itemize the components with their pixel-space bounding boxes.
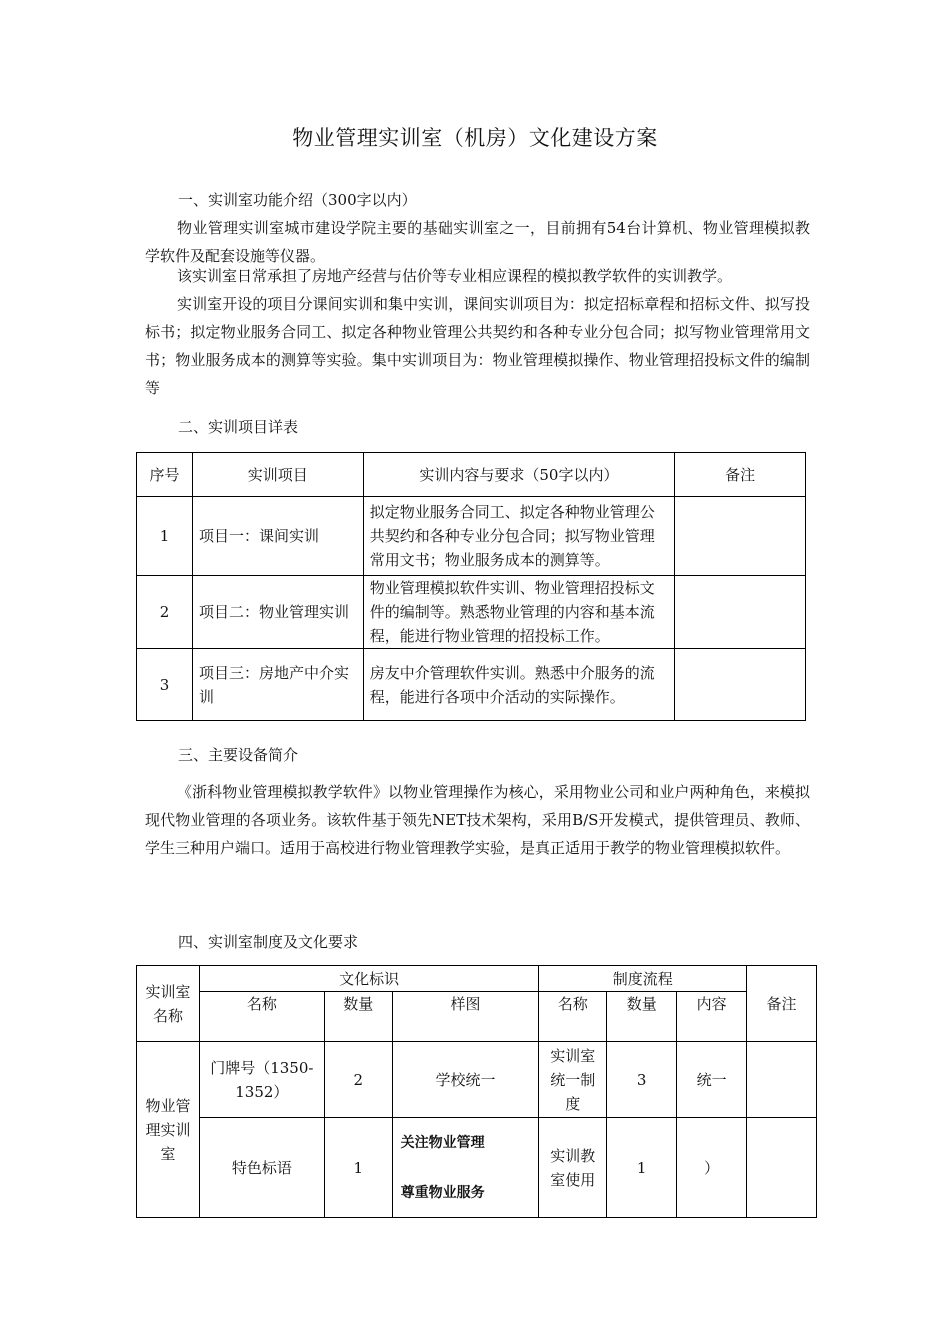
row-no: 1 <box>137 497 193 576</box>
row-content: 物业管理模拟软件实训、物业管理招投标文件的编制等。熟悉物业管理的内容和基本流程，能进行物业管理的招投标工作。 <box>363 576 674 649</box>
header-content: 实训内容与要求（50字以内） <box>363 453 674 497</box>
section3-paragraph: 《浙科物业管理模拟教学软件》以物业管理操作为核心，采用物业公司和业户两种角色，来模拟现代物业管理的各项业务。该软件基于领先NET技术架构，采用B/S开发模式，提供管理员、教师、学生三种用户端口。适用于高校进行物业管理教学实验，是真正适用于教学的物业管理模拟软件。 <box>145 783 810 857</box>
system-content: ） <box>677 1118 747 1218</box>
row-no: 2 <box>137 576 193 649</box>
header-room-name: 实训室名称 <box>137 966 200 1042</box>
table-row <box>137 576 806 649</box>
row-content: 拟定物业服务合同工、拟定各种物业管理公共契约和各种专业分包合同；拟写物业管理常用文书；物业服务成本的测算等。 <box>363 497 674 576</box>
row-content: 房友中介管理软件实训。熟悉中介服务的流程，能进行各项中介活动的实际操作。 <box>363 649 674 721</box>
subheader-culture-qty: 数量 <box>324 992 392 1042</box>
subheader-system-qty: 数量 <box>607 992 677 1042</box>
row-note <box>675 576 806 649</box>
system-qty: 3 <box>607 1042 677 1118</box>
header-culture-group: 文化标识 <box>199 966 538 992</box>
system-name: 实训室统一制度 <box>539 1042 607 1118</box>
culture-sample: 学校统一 <box>392 1042 539 1118</box>
row-note <box>675 497 806 576</box>
subheader-culture-name: 名称 <box>199 992 324 1042</box>
system-qty: 1 <box>607 1118 677 1218</box>
culture-qty: 2 <box>324 1042 392 1118</box>
table-row <box>137 1118 817 1218</box>
row-no: 3 <box>137 649 193 721</box>
row-project: 项目三：房地产中介实训 <box>192 649 363 721</box>
row-project: 项目一：课间实训 <box>192 497 363 576</box>
row-note <box>747 1042 817 1118</box>
room-name: 物业管理实训室 <box>137 1042 200 1218</box>
section1-paragraph-1: 物业管理实训室城市建设学院主要的基础实训室之一，目前拥有54台计算机、物业管理模拟教学软件及配套设施等仪器。 <box>145 219 810 265</box>
section3-heading: 三、主要设备简介 <box>178 746 299 764</box>
row-project: 项目二：物业管理实训 <box>192 576 363 649</box>
row-note <box>675 649 806 721</box>
header-no: 序号 <box>137 453 193 497</box>
subheader-culture-sample: 样图 <box>392 992 539 1042</box>
system-content: 统一 <box>677 1042 747 1118</box>
project-table <box>136 452 806 721</box>
section1-heading: 一、实训室功能介绍（300字以内） <box>178 191 417 209</box>
culture-qty: 1 <box>324 1118 392 1218</box>
section4-heading: 四、实训室制度及文化要求 <box>178 933 359 951</box>
system-name: 实训教室使用 <box>539 1118 607 1218</box>
table-row <box>137 497 806 576</box>
section2-heading: 二、实训项目详表 <box>178 418 299 436</box>
subheader-system-content: 内容 <box>677 992 747 1042</box>
project-table-header <box>137 453 806 497</box>
slogan-line-2: 尊重物业服务 <box>400 1184 485 1201</box>
table-row <box>137 1042 817 1118</box>
culture-name: 特色标语 <box>199 1118 324 1218</box>
header-note: 备注 <box>747 966 817 1042</box>
row-note <box>747 1118 817 1218</box>
header-system-group: 制度流程 <box>539 966 747 992</box>
section1-paragraph-2: 该实训室日常承担了房地产经营与估价等专业相应课程的模拟教学软件的实训教学。 <box>177 267 733 285</box>
header-note: 备注 <box>675 453 806 497</box>
culture-name: 门牌号（1350-1352） <box>199 1042 324 1118</box>
culture-table <box>136 965 817 1218</box>
document-title: 物业管理实训室（机房）文化建设方案 <box>292 126 658 150</box>
header-project: 实训项目 <box>192 453 363 497</box>
table-row <box>137 649 806 721</box>
slogan-line-1: 关注物业管理 <box>400 1134 485 1151</box>
culture-sample-slogan <box>392 1118 539 1218</box>
section1-paragraph-3: 实训室开设的项目分课间实训和集中实训，课间实训项目为：拟定招标章程和招标文件、拟写投标书；拟定物业服务合同工、拟定各种物业管理公共契约和各种专业分包合同；拟写物业管理常用文书；物业服务成本的测算等实验。集中实训项目为：物业管理模拟操作、物业管理招投标文件的编制等 <box>145 295 810 397</box>
subheader-system-name: 名称 <box>539 992 607 1042</box>
